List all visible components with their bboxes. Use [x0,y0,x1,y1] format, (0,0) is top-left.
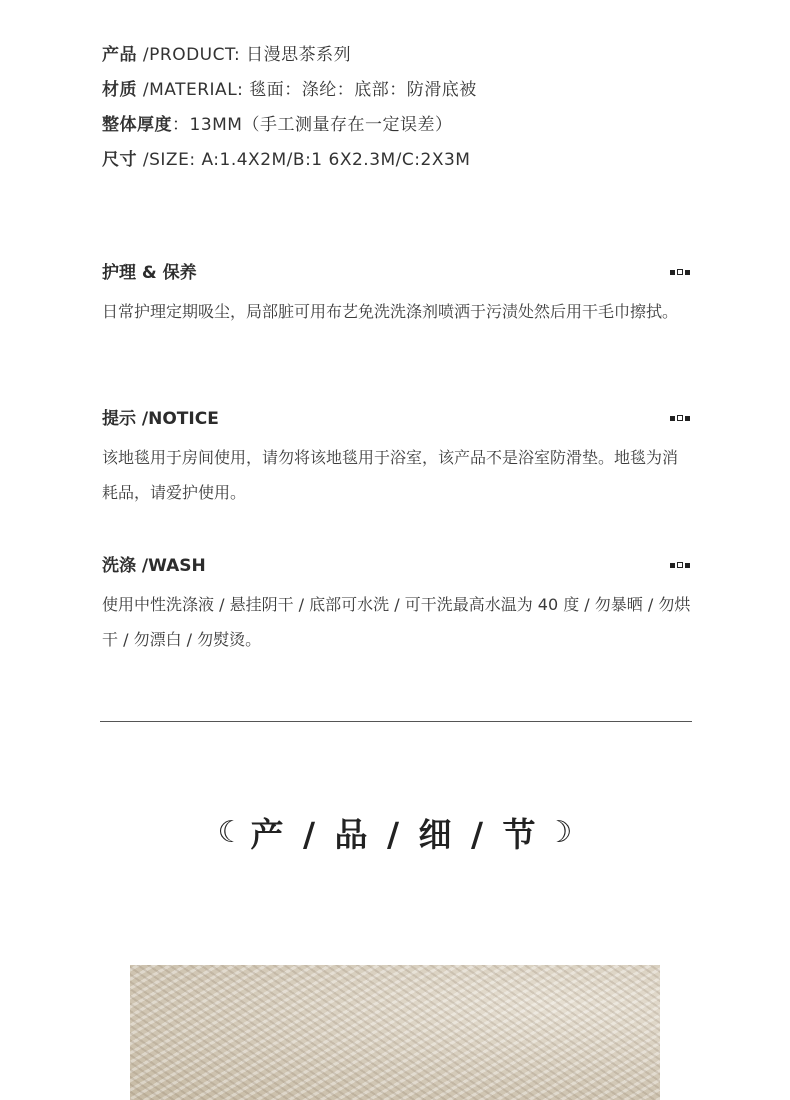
spec-product [102,38,477,73]
spec-value: /PRODUCT: 日漫思茶系列 [137,45,352,65]
fabric-texture-photo [130,965,660,1100]
wash-header [102,551,692,581]
care-section [102,258,692,329]
crescent-moon-icon: ☽ [545,814,573,850]
spec-key: 整体厚度 [102,115,172,135]
dots-icon [668,415,690,421]
spec-value: /SIZE: A:1.4X2M/B:1 6X2.3M/C:2X3M [137,150,471,170]
crescent-moon-icon: ☾ [217,814,245,850]
spec-thickness [102,108,477,143]
notice-section [102,404,692,510]
care-body: 日常护理定期吸尘，局部脏可用布艺免洗洗涤剂喷洒于污渍处然后用干毛巾擦拭。 [102,302,679,321]
notice-header [102,404,692,434]
spec-key: 产品 [102,45,137,65]
spec-size [102,143,477,178]
wash-body: 使用中性洗涤液 / 悬挂阴干 / 底部可水洗 / 可干洗最高水温为 40 度 / 勿暴晒 / 勿烘干 / 勿漂白 / 勿熨烫。 [102,595,691,649]
care-title: 护理 & 保养 [102,263,197,283]
dots-icon [668,269,690,275]
detail-title: 产 / 品 / 细 / 节 [250,814,540,854]
care-header [102,258,692,288]
spec-key: 材质 [102,80,137,100]
section-divider [100,721,692,722]
spec-material [102,73,477,108]
wash-section [102,551,692,657]
product-specs [102,38,477,178]
wash-title: 洗涤 /WASH [102,556,206,576]
notice-body: 该地毯用于房间使用，请勿将该地毯用于浴室，该产品不是浴室防滑垫。地毯为消耗品，请爱护使用。 [102,448,679,502]
notice-title: 提示 /NOTICE [102,409,219,429]
spec-value: ：13MM（手工测量存在一定误差） [172,115,453,135]
detail-heading [0,802,790,862]
spec-key: 尺寸 [102,150,137,170]
spec-value: /MATERIAL: 毯面：涤纶：底部：防滑底被 [137,80,477,100]
dots-icon [668,562,690,568]
